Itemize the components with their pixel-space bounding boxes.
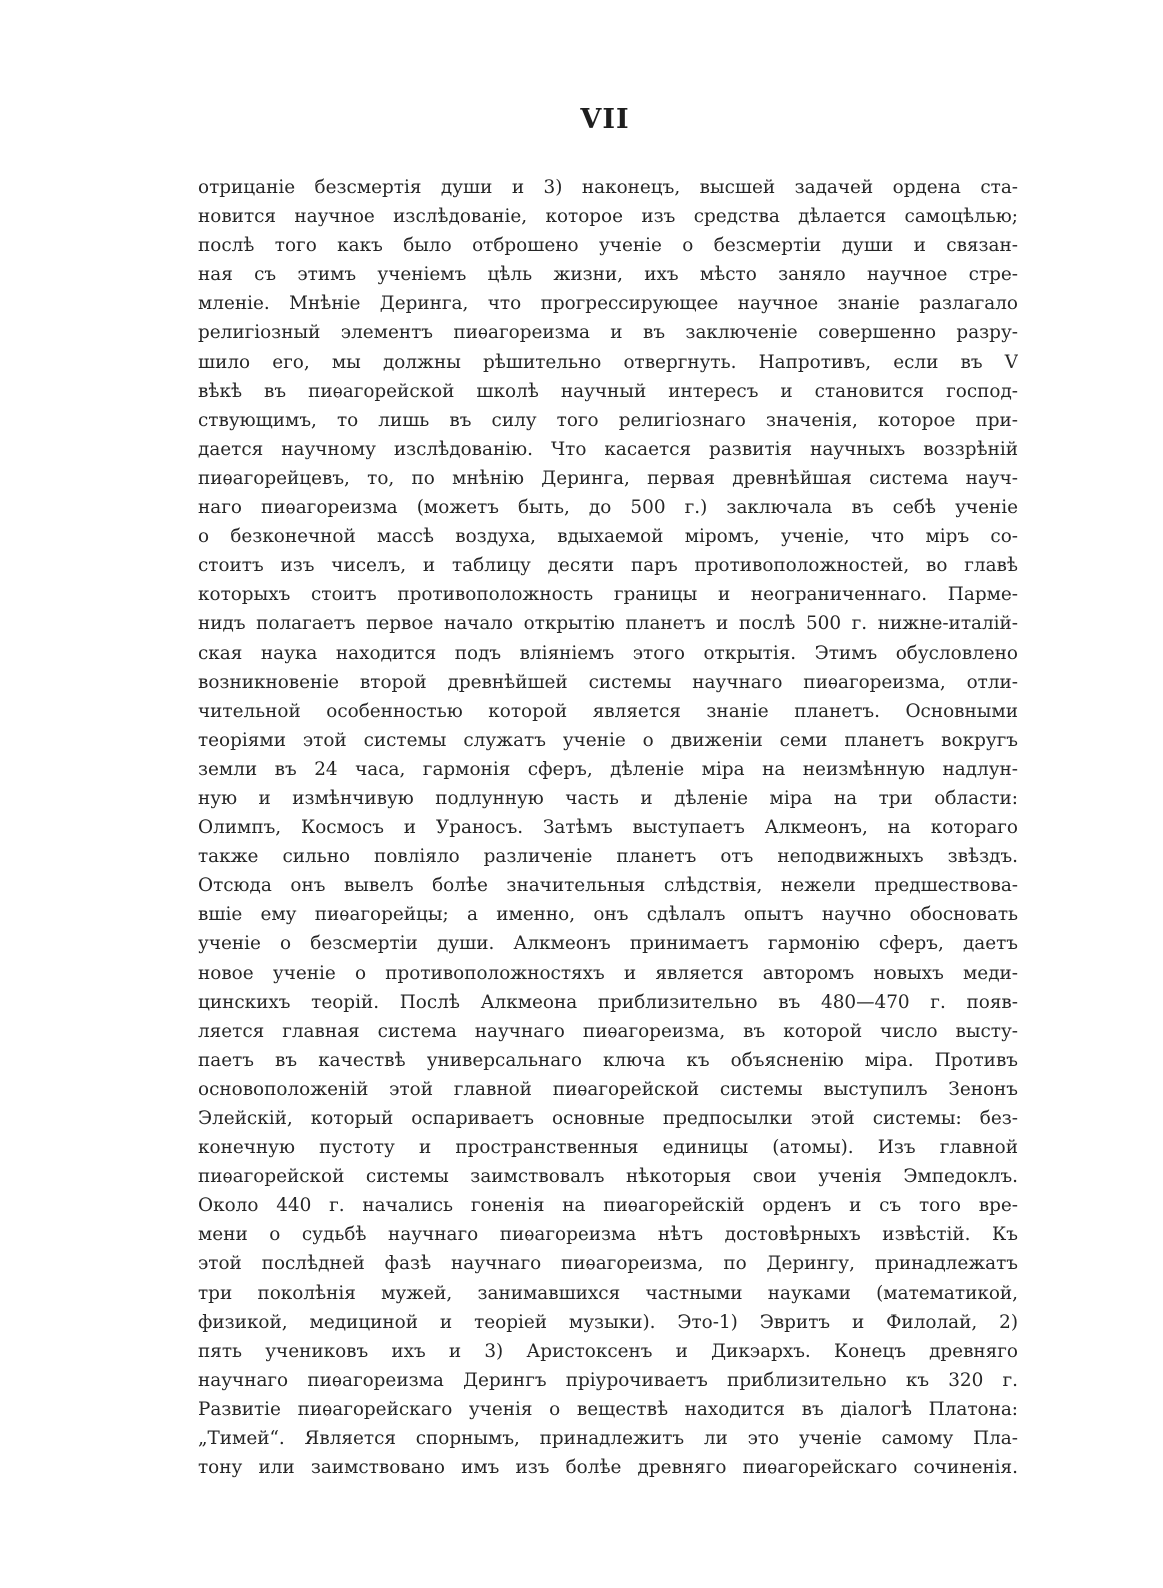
text-line: мленіе. Мнѣніе Деринга, что прогрессирующее научное знаніе разлагало xyxy=(198,293,1018,315)
text-line: Элейскій, который оспариваетъ основные предпосылки этой системы: без- xyxy=(198,1108,1018,1129)
text-line: ствующимъ, то лишь въ силу того религіознаго значенія, которое при- xyxy=(198,409,1018,431)
text-line: мени о судьбѣ научнаго пиѳагореизма нѣтъ достовѣрныхъ извѣстій. Къ xyxy=(198,1224,1018,1246)
text-line: дается научному изслѣдованію. Что касается развитія научныхъ воззрѣній xyxy=(198,438,1018,460)
text-line: паетъ въ качествѣ универсальнаго ключа къ объясненію міра. Противъ xyxy=(198,1049,1018,1071)
text-line: конечную пустоту и пространственныя единицы (атомы). Изъ главной xyxy=(198,1137,1018,1159)
text-line: ученіе о безсмертіи души. Алкмеонъ принимаетъ гармонію сферъ, даетъ xyxy=(198,933,1018,955)
text-line: Около 440 г. начались гоненія на пиѳагорейскій орденъ и съ того вре- xyxy=(198,1195,1018,1217)
text-line: также сильно повліяло различеніе планетъ отъ неподвижныхъ звѣздъ. xyxy=(198,846,1018,868)
text-line: научнаго пиѳагореизма Дерингъ пріурочиваетъ приблизительно къ 320 г. xyxy=(198,1369,1018,1391)
text-line: которыхъ стоитъ противоположность границы и неограниченнаго. Парме- xyxy=(198,584,1018,606)
text-line: этой послѣдней фазѣ научнаго пиѳагореизма, по Дерингу, принадлежатъ xyxy=(198,1253,1018,1275)
text-line: отрицаніе безсмертія души и 3) наконецъ, высшей задачей ордена ста- xyxy=(198,177,1018,198)
text-line: стоитъ изъ чиселъ, и таблицу десяти паръ противоположностей, во главѣ xyxy=(198,555,1018,577)
text-line: пять учениковъ ихъ и 3) Аристоксенъ и Дикэархъ. Конецъ древняго xyxy=(198,1340,1018,1362)
text-line: Олимпъ, Космосъ и Ураносъ. Затѣмъ выступаетъ Алкмеонъ, на котораго xyxy=(198,817,1018,839)
text-line: физикой, медициной и теоріей музыки). Это-1) Эвритъ и Филолай, 2) xyxy=(198,1311,1018,1333)
text-line: Отсюда онъ вывелъ болѣе значительныя слѣдствія, нежели предшествова- xyxy=(198,875,1018,897)
text-line: теоріями этой системы служатъ ученіе о движеніи семи планетъ вокругъ xyxy=(198,729,1018,751)
text-line: ская наука находится подъ вліяніемъ этого открытія. Этимъ обусловлено xyxy=(198,642,1018,664)
body-text xyxy=(198,173,1018,1482)
page-number: VII xyxy=(580,104,630,135)
text-line: Развитіе пиѳагорейскаго ученія о веществѣ находится въ діалогѣ Платона: xyxy=(198,1398,1018,1420)
text-line: основоположеній этой главной пиѳагорейской системы выступилъ Зенонъ xyxy=(198,1078,1018,1100)
text-line: пиѳагорейской системы заимствовалъ нѣкоторыя свои ученія Эмпедоклъ. xyxy=(198,1166,1018,1188)
text-line: шило его, мы должны рѣшительно отвергнуть. Напротивъ, если въ V xyxy=(198,351,1018,373)
text-line: религіозный элементъ пиѳагореизма и въ заключеніе совершенно разру- xyxy=(198,322,1018,344)
text-line: пиѳагорейцевъ, то, по мнѣнію Деринга, первая древнѣйшая система науч- xyxy=(198,467,1018,489)
text-line: цинскихъ теорій. Послѣ Алкмеона приблизительно въ 480—470 г. появ- xyxy=(198,991,1018,1013)
text-line: новое ученіе о противоположностяхъ и является авторомъ новыхъ меди- xyxy=(198,962,1018,984)
text-line: ную и измѣнчивую подлунную часть и дѣленіе міра на три области: xyxy=(198,787,1018,809)
text-line: три поколѣнія мужей, занимавшихся частными науками (математикой, xyxy=(198,1282,1018,1304)
text-line: о безконечной массѣ воздуха, вдыхаемой міромъ, ученіе, что міръ со- xyxy=(198,526,1018,548)
text-line: послѣ того какъ было отброшено ученіе о безсмертіи души и связан- xyxy=(198,235,1018,257)
text-line: ляется главная система научнаго пиѳагореизма, въ которой число высту- xyxy=(198,1020,1018,1042)
text-line: нидъ полагаетъ первое начало открытію планетъ и послѣ 500 г. нижне-италій- xyxy=(198,613,1018,635)
text-line: тону или заимствовано имъ изъ болѣе древняго пиѳагорейскаго сочиненія. xyxy=(198,1457,1018,1479)
text-line: чительной особенностью которой является знаніе планетъ. Основными xyxy=(198,700,1018,722)
text-line: вѣкѣ въ пиѳагорейской школѣ научный интересъ и становится господ- xyxy=(198,380,1018,402)
text-line: земли въ 24 часа, гармонія сферъ, дѣленіе міра на неизмѣнную надлун- xyxy=(198,758,1018,780)
text-line: наго пиѳагореизма (можетъ быть, до 500 г.) заключала въ себѣ ученіе xyxy=(198,497,1018,519)
text-line: новится научное изслѣдованіе, которое изъ средства дѣлается самоцѣлью; xyxy=(198,206,1018,228)
text-line: возникновеніе второй древнѣйшей системы научнаго пиѳагореизма, отли- xyxy=(198,671,1018,693)
text-line: „Тимей“. Является спорнымъ, принадлежитъ ли это ученіе самому Пла- xyxy=(198,1428,1018,1450)
text-line: ная съ этимъ ученіемъ цѣль жизни, ихъ мѣсто заняло научное стре- xyxy=(198,264,1018,286)
text-line: вшіе ему пиѳагорейцы; а именно, онъ сдѣлалъ опытъ научно обосновать xyxy=(198,904,1018,926)
